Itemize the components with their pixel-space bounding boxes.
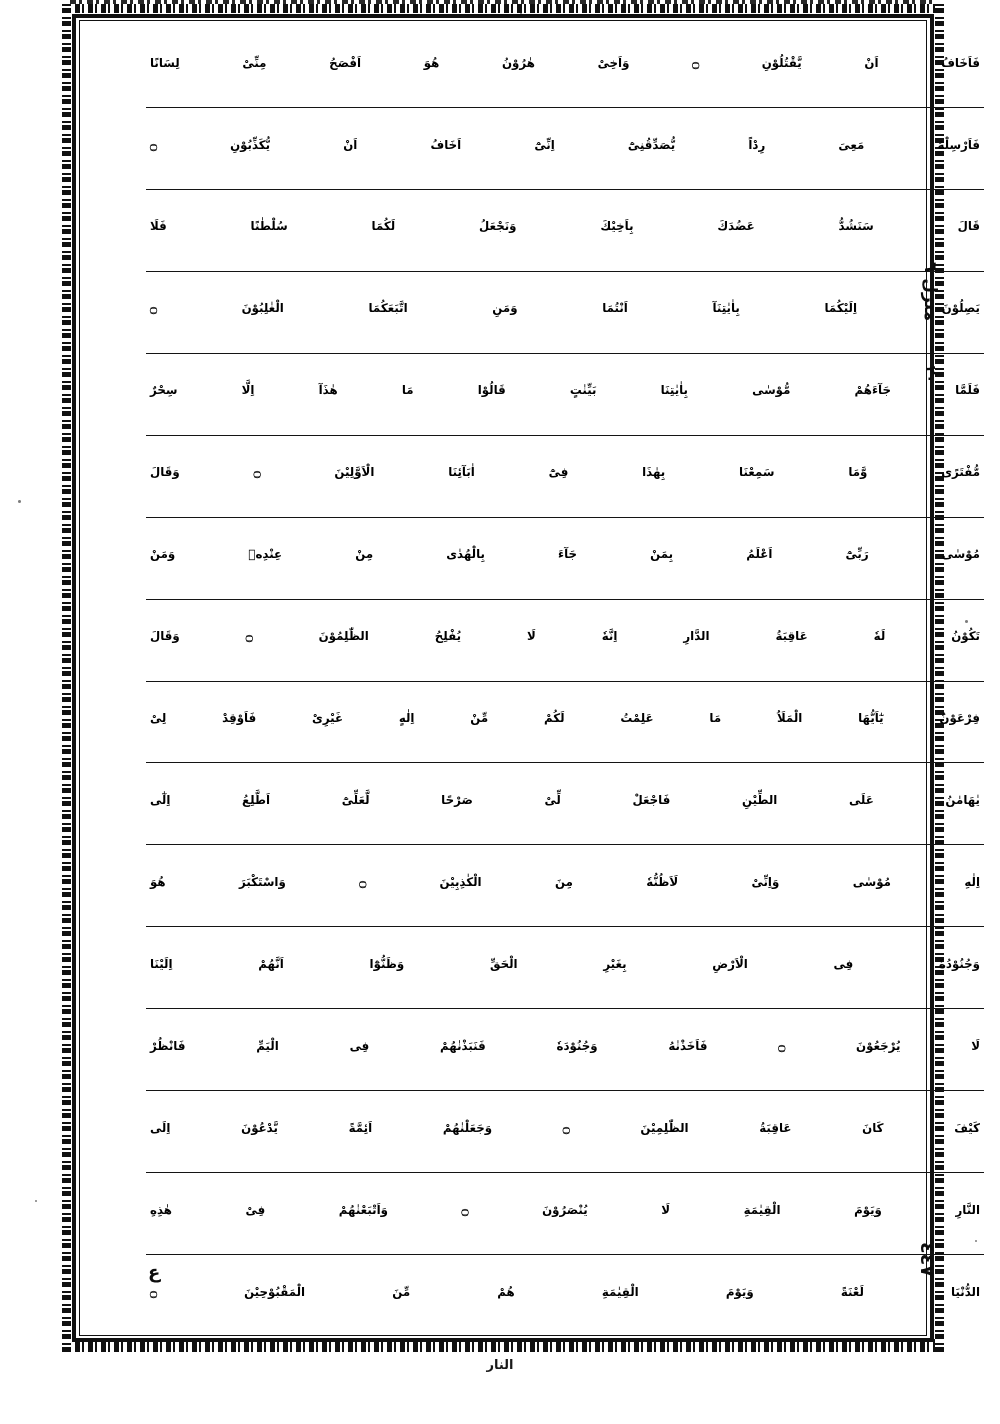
quran-line <box>146 1173 984 1255</box>
quran-line <box>146 26 984 108</box>
scan-speck <box>35 1200 37 1202</box>
quran-line <box>146 272 984 354</box>
page-number: ٤٤٧ <box>916 1242 938 1277</box>
quran-line-text: وَجُنُوْدُهٗ فِى الْاَرْضِ بِغَيْرِ الْحَقِّ وَظَنُّوْٓا اَنَّهُمْ اِلَيْنَا <box>150 956 980 971</box>
quran-text-block <box>146 26 984 1336</box>
scan-speck <box>18 500 21 503</box>
quran-line <box>146 1091 984 1173</box>
quran-line <box>146 436 984 518</box>
quran-line <box>146 682 984 764</box>
quran-line <box>146 927 984 1009</box>
quran-line-text: فَاَخَافُ اَنْ يَّقْتُلُوْنِ ۝ وَاَخِىْ هٰرُوْنُ هُوَ اَفْصَحُ مِنِّىْ لِسَانًا <box>150 55 980 70</box>
quran-line <box>146 763 984 845</box>
catchword: النار <box>486 1358 514 1373</box>
quran-line-text: الدُّنْيَا لَعْنَةً وَيَوْمَ الْقِيٰمَةِ هُمْ مِّنَ الْمَقْبُوْحِيْنَ ۝ <box>150 1284 980 1299</box>
quran-line-text: فَلَمَّا جَآءَهُمْ مُّوْسٰى بِاٰيٰتِنَا بَيِّنٰتٍ قَالُوْا مَا هٰذَآ اِلَّا سِحْرٌ <box>150 383 980 398</box>
quran-line <box>146 600 984 682</box>
quran-line-text: فِرْعَوْنُ يٰٓاَيُّهَا الْمَلَاُ مَا عَلِمْتُ لَكُمْ مِّنْ اِلٰهٍ غَيْرِىْ فَاَوْقِدْ لِىْ <box>150 711 980 726</box>
quran-line <box>146 845 984 927</box>
quran-line <box>146 354 984 436</box>
quran-line-text: مُّفْتَرًى وَّمَا سَمِعْنَا بِهٰذَا فِىْٓ اٰبَآئِنَا الْاَوَّلِيْنَ ۝ وَقَالَ <box>150 465 980 480</box>
quran-line-text: فَاَرْسِلْهُ مَعِىَ رِدْاً يُّصَدِّقُنِىْٓ اِنِّىْٓ اَخَافُ اَنْ يُّكَذِّبُوْنِ ۝ <box>150 137 980 152</box>
manzil-marker: منزل ٦ <box>920 262 940 322</box>
quran-line-text: تَكُوْنُ لَهٗ عَاقِبَةُ الدَّارِ اِنَّهٗ لَا يُفْلِحُ الظّٰلِمُوْنَ ۝ وَقَالَ <box>150 629 980 644</box>
quran-line <box>146 1255 984 1336</box>
quran-line <box>146 108 984 190</box>
quran-line <box>146 518 984 600</box>
quran-line-text: يَصِلُوْنَ اِلَيْكُمَا بِاٰيٰتِنَآ اَنْتُمَا وَمَنِ اتَّبَعَكُمَا الْغٰلِبُوْنَ ۝ <box>150 301 980 316</box>
juz-marker: ٢٠ <box>922 366 938 384</box>
quran-line-text: كَيْفَ كَانَ عَاقِبَةُ الظّٰلِمِيْنَ ۝ وَجَعَلْنٰهُمْ اَئِمَّةً يَّدْعُوْنَ اِلَى <box>150 1120 980 1135</box>
page-border-frame <box>62 4 980 1352</box>
quran-line-text: مُوْسٰى رَبِّىْٓ اَعْلَمُ بِمَنْ جَآءَ بِالْهُدٰى مِنْ عِنْدِهٖ وَمَنْ <box>150 547 980 562</box>
quran-line <box>146 1009 984 1091</box>
quran-line-text: قَالَ سَنَشُدُّ عَضُدَكَ بِاَخِيْكَ وَنَجْعَلُ لَكُمَا سُلْطٰنًا فَلَا <box>150 219 980 234</box>
quran-line <box>146 190 984 272</box>
frame-band-left <box>62 4 71 1352</box>
frame-band-top <box>62 4 944 13</box>
quran-line-text: اِلٰهِ مُوْسٰى وَاِنِّىْ لَاَظُنُّهٗ مِنَ الْكٰذِبِيْنَ ۝ وَاسْتَكْبَرَ هُوَ <box>150 874 980 889</box>
ain-ruku-sign: ع <box>148 1262 161 1283</box>
quran-line-text: يٰهَامٰنُ عَلَى الطِّيْنِ فَاجْعَلْ لِّىْ صَرْحًا لَّعَلِّىْٓ اَطَّلِعُ اِلٰٓى <box>150 793 980 807</box>
quran-line-text: النَّارِ وَيَوْمَ الْقِيٰمَةِ لَا يُنْصَرُوْنَ ۝ وَاَتْبَعْنٰهُمْ فِىْ هٰذِهِ <box>150 1202 980 1217</box>
quran-line-text: لَا يُرْجَعُوْنَ ۝ فَاَخَذْنٰهُ وَجُنُوْدَهٗ فَنَبَذْنٰهُمْ فِى الْيَمِّ فَانْظُرْ <box>150 1038 980 1053</box>
